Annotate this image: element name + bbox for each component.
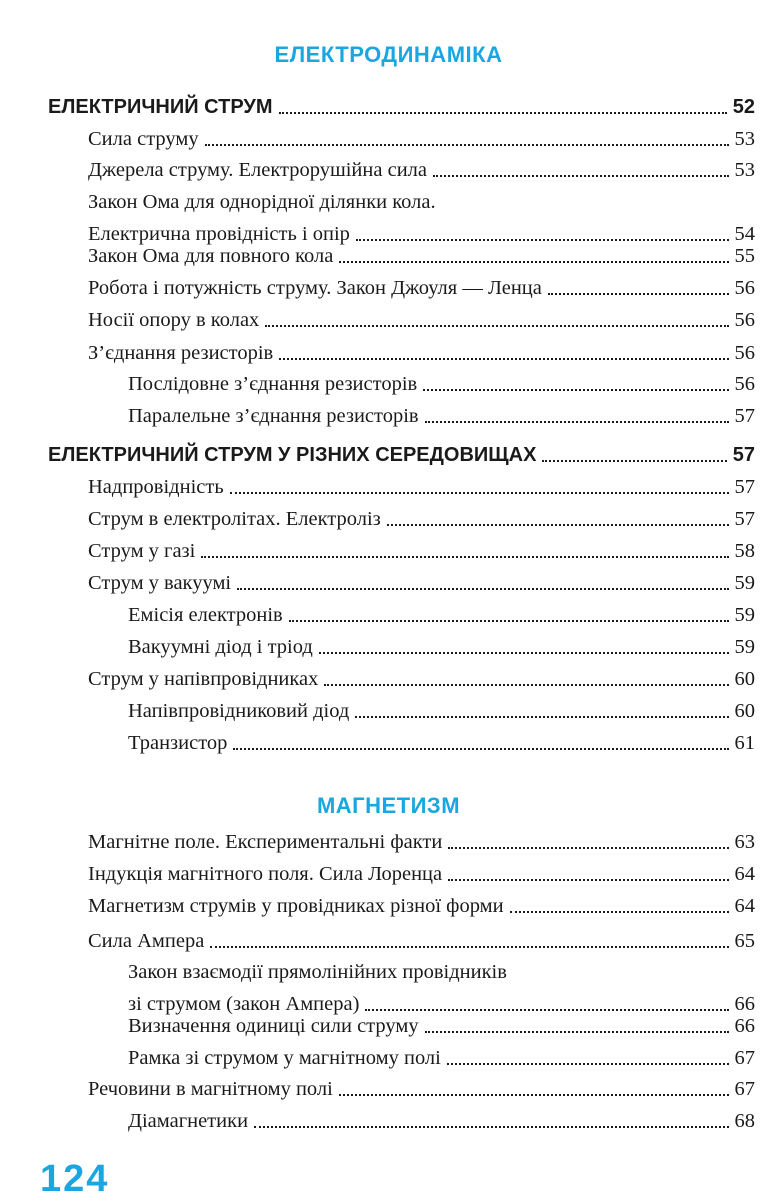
dot-leader	[448, 847, 728, 849]
toc-entry[interactable]	[128, 1014, 755, 1038]
toc-page-number: 60	[734, 700, 755, 722]
toc-entry-title: Надпровідність	[88, 476, 224, 498]
dot-leader	[201, 556, 728, 558]
toc-page-number: 59	[734, 604, 755, 626]
footer-page-number: 124	[40, 1158, 110, 1200]
toc-entry-title: Струм у напівпровідниках	[88, 668, 319, 690]
toc-entry[interactable]	[48, 95, 755, 119]
toc-entry-title: Струм у вакуумі	[88, 572, 232, 594]
toc-page-number: 56	[734, 342, 755, 364]
toc-page-number: 57	[734, 476, 755, 498]
toc-page-number: 58	[734, 540, 755, 562]
toc-entry-title: Паралельне з’єднання резисторів	[128, 405, 419, 427]
toc-page-number: 57	[734, 508, 755, 530]
toc-entry[interactable]	[88, 830, 755, 854]
dot-leader	[324, 684, 728, 686]
toc-page-number: 59	[734, 636, 755, 658]
dot-leader	[433, 175, 729, 177]
toc-entry-title: Вакуумні діод і тріод	[128, 636, 313, 658]
toc-entry-title: Напівпровідниковий діод	[128, 700, 350, 722]
dot-leader	[548, 293, 729, 295]
toc-entry[interactable]	[88, 341, 755, 365]
dot-leader	[355, 716, 728, 718]
toc-page-number: 65	[734, 930, 755, 952]
toc-page-number: 66	[734, 993, 755, 1015]
toc-entry[interactable]	[88, 244, 755, 268]
toc-entry-title: Джерела струму. Електрорушійна сила	[88, 159, 427, 181]
toc-entry-title: З’єднання резисторів	[88, 342, 274, 364]
toc-entry-title: Діамагнетики	[128, 1110, 249, 1132]
toc-entry-title-line: Закон Ома для однорідної ділянки кола.	[88, 191, 436, 213]
toc-entry[interactable]	[88, 1077, 755, 1101]
toc-page-number: 53	[734, 159, 755, 181]
toc-entry-title: ЕЛЕКТРИЧНИЙ СТРУМ	[48, 96, 273, 118]
dot-leader	[339, 1094, 729, 1096]
dot-leader	[542, 460, 726, 462]
toc-entry[interactable]	[128, 603, 755, 627]
toc-page-number: 56	[734, 373, 755, 395]
toc-entry-title: Магнетизм струмів у провідниках різної форми	[88, 895, 504, 917]
toc-entry[interactable]	[128, 372, 755, 396]
toc-entry-title: Сила струму	[88, 128, 199, 150]
toc-entry[interactable]	[88, 308, 755, 332]
dot-leader	[387, 524, 729, 526]
dot-leader	[339, 261, 728, 263]
toc-entry[interactable]	[88, 475, 755, 499]
toc-entry-title: Емісія електронів	[128, 604, 283, 626]
toc-page-number: 59	[734, 572, 755, 594]
dot-leader	[425, 421, 729, 423]
toc-entry[interactable]	[128, 635, 755, 659]
toc-entry[interactable]	[128, 699, 755, 723]
toc-entry-title: Струм в електролітах. Електроліз	[88, 508, 381, 530]
dot-leader	[279, 112, 727, 114]
toc-entry[interactable]	[88, 276, 755, 300]
toc-page-number: 56	[734, 277, 755, 299]
toc-page-number: 67	[734, 1047, 755, 1069]
toc-entry-title: Робота і потужність струму. Закон Джоуля — Ленца	[88, 277, 542, 299]
toc-entry-title: Індукція магнітного поля. Сила Лоренца	[88, 863, 443, 885]
toc-entry[interactable]	[88, 507, 755, 531]
toc-entry[interactable]	[128, 731, 755, 755]
dot-leader	[279, 358, 728, 360]
toc-entry-title: ЕЛЕКТРИЧНИЙ СТРУМ У РІЗНИХ СЕРЕДОВИЩАХ	[48, 444, 537, 466]
toc-page-number: 63	[734, 831, 755, 853]
dot-leader	[230, 492, 729, 494]
toc-entry-title: Електрична провідність і опір	[88, 223, 350, 245]
toc-entry[interactable]	[128, 1109, 755, 1133]
toc-entry-title: зі струмом (закон Ампера)	[128, 993, 360, 1015]
toc-entry-title: Транзистор	[128, 732, 228, 754]
toc-entry[interactable]	[88, 571, 755, 595]
toc-page-number: 55	[734, 245, 755, 267]
toc-entry[interactable]	[88, 127, 755, 151]
dot-leader	[265, 325, 728, 327]
toc-page-number: 64	[734, 895, 755, 917]
toc-entry-title-line: Закон взаємодії прямолінійних провідників	[128, 961, 507, 983]
dot-leader	[510, 911, 729, 913]
toc-entry-title: Визначення одиниці сили струму	[128, 1015, 419, 1037]
toc-entry-title: Носії опору в колах	[88, 309, 260, 331]
section-title: ЕЛЕКТРОДИНАМІКА	[274, 42, 503, 67]
toc-entry[interactable]	[128, 992, 755, 1016]
toc-entry-title: Рамка зі струмом у магнітному полі	[128, 1047, 441, 1069]
dot-leader	[425, 1031, 729, 1033]
toc-entry[interactable]	[128, 1046, 755, 1070]
toc-entry[interactable]	[88, 222, 755, 246]
dot-leader	[365, 1009, 728, 1011]
toc-page-number: 61	[734, 732, 755, 754]
toc-page-number: 57	[732, 444, 755, 466]
toc-entry[interactable]	[88, 667, 755, 691]
section-title: МАГНЕТИЗМ	[316, 793, 461, 818]
dot-leader	[254, 1126, 728, 1128]
toc-page-number: 66	[734, 1015, 755, 1037]
dot-leader	[319, 652, 729, 654]
toc-page-number: 54	[734, 223, 755, 245]
dot-leader	[210, 946, 728, 948]
toc-entry-title: Сила Ампера	[88, 930, 205, 952]
toc-entry-title: Закон Ома для повного кола	[88, 245, 334, 267]
toc-entry-title: Речовини в магнітному полі	[88, 1078, 333, 1100]
dot-leader	[356, 239, 729, 241]
toc-entry[interactable]	[48, 443, 755, 467]
toc-entry[interactable]	[88, 158, 755, 182]
dot-leader	[233, 748, 728, 750]
toc-page-number: 68	[734, 1110, 755, 1132]
toc-page-number: 53	[734, 128, 755, 150]
toc-page-number: 60	[734, 668, 755, 690]
toc-entry[interactable]	[88, 929, 755, 953]
dot-leader	[237, 588, 728, 590]
dot-leader	[423, 389, 728, 391]
toc-page-number: 56	[734, 309, 755, 331]
dot-leader	[447, 1063, 729, 1065]
dot-leader	[289, 620, 729, 622]
toc-page-number: 64	[734, 863, 755, 885]
toc-entry[interactable]	[128, 404, 755, 428]
toc-page-number: 52	[732, 96, 755, 118]
toc-entry[interactable]	[88, 894, 755, 918]
toc-entry[interactable]	[88, 862, 755, 886]
toc-entry-title: Послідовне з’єднання резисторів	[128, 373, 418, 395]
dot-leader	[205, 144, 729, 146]
toc-page-number: 67	[734, 1078, 755, 1100]
toc-page-number: 57	[734, 405, 755, 427]
dot-leader	[448, 879, 728, 881]
toc-entry-title: Магнітне поле. Експериментальні факти	[88, 831, 443, 853]
toc-entry[interactable]	[88, 539, 755, 563]
toc-entry-title: Струм у газі	[88, 540, 196, 562]
